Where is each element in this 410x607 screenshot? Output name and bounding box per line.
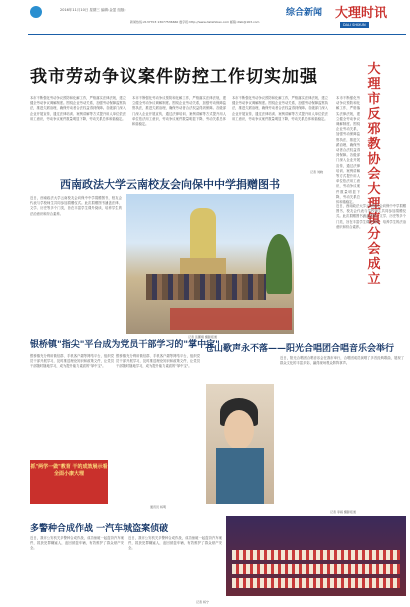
concert-photo xyxy=(226,516,406,596)
page-header xyxy=(0,0,410,44)
page-label: DALI SHIXUN xyxy=(340,22,369,28)
contact-meta: 新闻热线:2137703 13077536660 数字报:http://www.dalishibao.com 邮箱:dlsb@163.com xyxy=(130,20,260,24)
photo-tree xyxy=(266,234,292,294)
choir-row-2 xyxy=(232,564,400,574)
article2-body: 近日，西南政法大学云南校友会向保中中学捐赠图书，校友会代表与学校师生共同参加捐赠仪式。此次捐赠图书涵盖法律、文学、历史等多个门类，旨在丰富学生课外阅读，培养学生的法治意识和综合素养。 xyxy=(30,196,122,216)
choir-row-1 xyxy=(232,550,400,560)
donation-photo xyxy=(126,194,294,334)
article4-body: 近日，阳光合唱团合唱音乐会在我市举行，合唱团成员演唱了多首经典歌曲，展现了群众文化的丰富多彩，赢得现场观众阵阵掌声。 xyxy=(280,356,404,366)
side-article-body-top: 本市不断强化劳动争议预防和化解工作，严格落实法律法规，建立健全劳动争议调解制度。围绕企业劳动关系，加强劳动保障监察执法，推进欠薪治理，确保劳动者合法权益得到保障。各级部门深入企业开展宣传，通过法律培训、案例讲解等方式提升用人单位依法用工意识，劳动争议案件数量明显下降，劳动关系总体和谐稳定。 xyxy=(336,96,360,205)
article4-headline: 苍山歌声永不落——阳光合唱团合唱音乐会举行 xyxy=(205,344,395,354)
main-headline: 我市劳动争议案件防控工作切实加强 xyxy=(30,67,318,87)
side-article-body: 近日，西南政法大学云南校友会向保中中学捐赠图书，校友会代表与学校师生共同参加捐赠仪式。此次捐赠图书涵盖法律、文学、历史等多个门类，旨在丰富学生课外阅读，培养学生的法治意识和综合素养。 xyxy=(336,204,406,229)
article2-headline: 西南政法大学云南校友会向保中中学捐赠图书 xyxy=(60,178,280,191)
side-headline: 大理市反邪教协会大理镇分会成立 xyxy=(367,62,381,287)
article5-body-col2: 近日，我市公安机关多警种合成作战，成功侦破一起盗窃汽车案件，抓获犯罪嫌疑人，追回被盗车辆，有效维护了群众财产安全。 xyxy=(128,536,222,551)
article1-body-col3: 本市不断强化劳动争议预防和化解工作，严格落实法律法规，建立健全劳动争议调解制度。围绕企业劳动关系，加强劳动保障监察执法，推进欠薪治理，确保劳动者合法权益得到保障。各级部门深入企业开展宣传，通过法律培训、案例讲解等方式提升用人单位依法用工意识，劳动争议案件数量明显下降，劳动关系总体和谐稳定。 xyxy=(232,96,328,121)
header-divider xyxy=(28,34,406,35)
article1-byline: 记者 刘晓 xyxy=(310,170,323,174)
article3-body-col2: 银桥镇充分利用微信群、手机客户端等网络平台，组织党员干部开展学习，及时推送理论知识和政策文件，让党员干部随时随地学习，成为提升能力素质的"掌中宝"。 xyxy=(116,354,200,369)
newspaper-brand: 大理时讯 xyxy=(335,6,388,21)
article1-body-col1: 本市不断强化劳动争议预防和化解工作，严格落实法律法规，建立健全劳动争议调解制度。围绕企业劳动关系，加强劳动保障监察执法，推进欠薪治理，确保劳动者合法权益得到保障。各级部门深入企业开展宣传，通过法律培训、案例讲解等方式提升用人单位依法用工意识，劳动争议案件数量明显下降，劳动关系总体和谐稳定。 xyxy=(30,96,126,121)
article3-byline: 通讯员 杨明 xyxy=(150,505,166,509)
article3-body-col1: 银桥镇充分利用微信群、手机客户端等网络平台，组织党员干部开展学习，及时推送理论知识和政策文件，让党员干部随时随地学习，成为提升能力素质的"掌中宝"。 xyxy=(30,354,114,369)
article5-headline: 多警种合成作战 一汽车城盗案侦破 xyxy=(30,524,169,534)
singer-photo xyxy=(206,384,274,504)
article5-body-col1: 近日，我市公安机关多警种合成作战，成功侦破一起盗窃汽车案件，抓获犯罪嫌疑人，追回被盗车辆，有效维护了群众财产安全。 xyxy=(30,536,124,551)
article4-byline: 记者 李娟 摄影报道 xyxy=(330,510,356,514)
article2-byline: 记者 张鹏翔 摄影报道 xyxy=(188,335,217,339)
photo-crowd xyxy=(146,274,266,300)
photo-face xyxy=(224,410,254,450)
paper-logo-icon xyxy=(30,6,42,18)
article5-byline: 记者 杨宁 xyxy=(196,600,209,604)
photo-body xyxy=(216,448,264,504)
choir-row-3 xyxy=(232,578,400,588)
article3-headline: 银桥镇"指尖"平台成为党员干部学习的"掌中宝" xyxy=(30,340,220,350)
promo-box: 抓"两学一做"教育 干的成效展示看全面小康大理 xyxy=(30,460,108,504)
issue-meta: 2016年11月10日 星期三 编辑:金盈 组版: xyxy=(60,8,126,12)
article1-body-col2: 本市不断强化劳动争议预防和化解工作，严格落实法律法规，建立健全劳动争议调解制度。围绕企业劳动关系，加强劳动保障监察执法，推进欠薪治理，确保劳动者合法权益得到保障。各级部门深入企业开展宣传，通过法律培训、案例讲解等方式提升用人单位依法用工意识，劳动争议案件数量明显下降，劳动关系总体和谐稳定。 xyxy=(132,96,226,127)
section-name: 综合新闻 xyxy=(286,8,323,18)
photo-statue xyxy=(190,208,216,262)
photo-banner xyxy=(170,308,292,330)
